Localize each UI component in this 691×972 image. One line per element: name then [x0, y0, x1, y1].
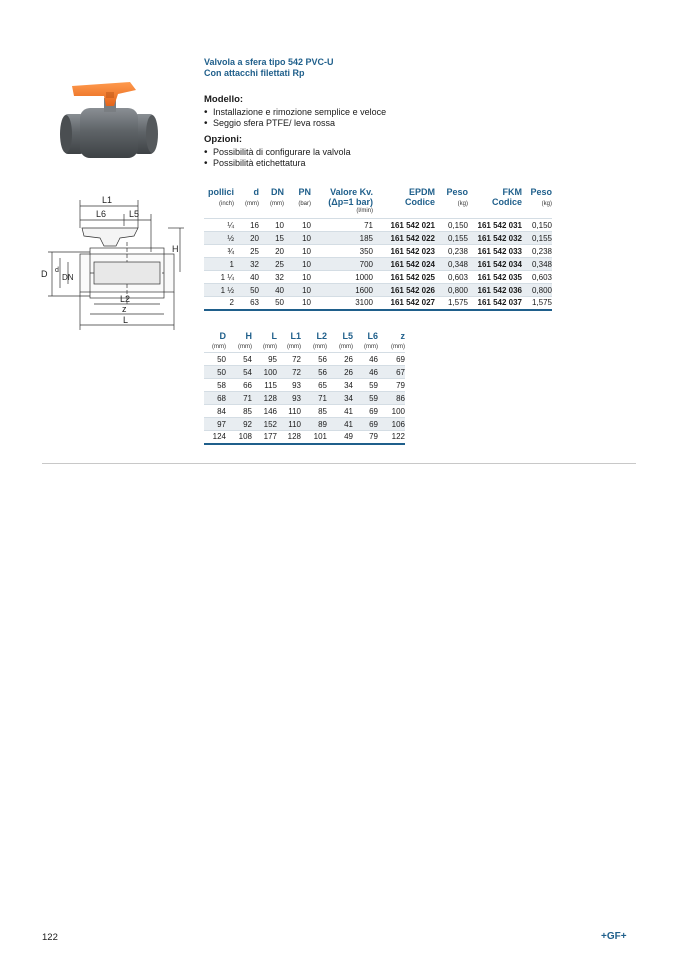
cell: 0,155 — [522, 232, 552, 245]
dim-label: D — [41, 269, 48, 279]
unit-label: (mm) — [339, 343, 353, 350]
cell: 161 542 027 — [373, 297, 435, 310]
cell: 0,150 — [435, 219, 468, 232]
cell: 10 — [284, 232, 311, 245]
cell: 26 — [327, 366, 353, 379]
table-row — [204, 405, 405, 418]
dim-label: L — [123, 315, 129, 325]
cell: 1,575 — [522, 297, 552, 310]
unit-label: (mm) — [287, 343, 301, 350]
cell: 161 542 033 — [468, 245, 522, 258]
unit-label: (mm) — [364, 343, 378, 350]
cell: 89 — [301, 418, 327, 431]
unit-label: (mm) — [263, 343, 277, 350]
cell: 50 — [204, 353, 226, 366]
table-row — [204, 392, 405, 405]
cell: 86 — [378, 392, 405, 405]
cell: 10 — [284, 219, 311, 232]
cell: 16 — [234, 219, 259, 232]
cell: 1 ¼ — [204, 271, 234, 284]
cell: 20 — [259, 245, 284, 258]
cell: 161 542 025 — [373, 271, 435, 284]
unit-label: (l/min) — [356, 208, 373, 214]
col-header: (Δp=1 bar) — [328, 197, 373, 207]
unit-label: (mm) — [245, 201, 259, 207]
cell: 79 — [353, 431, 378, 444]
col-header: Codice — [491, 197, 522, 207]
cell: 110 — [277, 405, 301, 418]
cell: 161 542 032 — [468, 232, 522, 245]
dim-label: L1 — [102, 195, 113, 205]
dim-label: DN — [62, 273, 74, 282]
cell: 95 — [252, 353, 277, 366]
cell: 124 — [204, 431, 226, 444]
cell: 50 — [204, 366, 226, 379]
cell: 46 — [353, 366, 378, 379]
cell: 54 — [226, 353, 252, 366]
cell: 65 — [301, 379, 327, 392]
cell: 10 — [284, 245, 311, 258]
cell: 54 — [226, 366, 252, 379]
cell: 161 542 037 — [468, 297, 522, 310]
cell: 110 — [277, 418, 301, 431]
dim-label: H — [172, 244, 179, 254]
gf-logo: +GF+ — [601, 931, 627, 942]
col-header: L1 — [290, 331, 301, 341]
cell: 106 — [378, 418, 405, 431]
specs-table — [204, 184, 552, 311]
cell: 1 — [204, 258, 234, 271]
col-header: L6 — [367, 331, 378, 341]
cell: 161 542 021 — [373, 219, 435, 232]
col-header: L5 — [342, 331, 353, 341]
cell: ¾ — [204, 245, 234, 258]
cell: 72 — [277, 366, 301, 379]
cell: 40 — [259, 284, 284, 297]
cell: 10 — [284, 258, 311, 271]
cell: 72 — [277, 353, 301, 366]
cell: 1,575 — [435, 297, 468, 310]
cell: 56 — [301, 353, 327, 366]
cell: 3100 — [311, 297, 373, 310]
col-header: H — [245, 331, 252, 341]
list-item: • Possibilità di configurare la valvola — [204, 147, 351, 158]
col-header: L2 — [316, 331, 327, 341]
cell: 59 — [353, 392, 378, 405]
cell: 58 — [204, 379, 226, 392]
cell: 85 — [226, 405, 252, 418]
cell: 0,800 — [522, 284, 552, 297]
col-header: Peso — [446, 187, 468, 197]
unit-label: (mm) — [313, 343, 327, 350]
cell: 161 542 035 — [468, 271, 522, 284]
cell: 32 — [234, 258, 259, 271]
cell: 69 — [353, 405, 378, 418]
cell: 177 — [252, 431, 277, 444]
cell: 185 — [311, 232, 373, 245]
cell: 700 — [311, 258, 373, 271]
cell: 108 — [226, 431, 252, 444]
col-header: Valore Kv. — [330, 187, 373, 197]
cell: 0,603 — [522, 271, 552, 284]
list-item: • Possibilità etichettatura — [204, 158, 351, 169]
page-number: 122 — [42, 932, 58, 943]
cell: 1600 — [311, 284, 373, 297]
cell: 41 — [327, 418, 353, 431]
cell: 25 — [259, 258, 284, 271]
cell: 34 — [327, 379, 353, 392]
cell: 71 — [301, 392, 327, 405]
cell: 161 542 023 — [373, 245, 435, 258]
unit-label: (mm) — [270, 201, 284, 207]
cell: 32 — [259, 271, 284, 284]
cell: 26 — [327, 353, 353, 366]
cell: 93 — [277, 379, 301, 392]
cell: 146 — [252, 405, 277, 418]
cell: 122 — [378, 431, 405, 444]
opzioni-heading: Opzioni: — [204, 134, 242, 145]
cell: ½ — [204, 232, 234, 245]
product-photo — [52, 72, 162, 164]
cell: 101 — [301, 431, 327, 444]
table-row — [204, 271, 552, 284]
cell: 1 ½ — [204, 284, 234, 297]
section-divider — [42, 463, 636, 464]
cell: 350 — [311, 245, 373, 258]
col-header: pollici — [207, 187, 234, 197]
cell: 152 — [252, 418, 277, 431]
cell: 20 — [234, 232, 259, 245]
table-row — [204, 284, 552, 297]
cell: 40 — [234, 271, 259, 284]
table-row — [204, 297, 552, 310]
cell: 69 — [353, 418, 378, 431]
cell: 10 — [284, 284, 311, 297]
cell: 68 — [204, 392, 226, 405]
list-item: • Installazione e rimozione semplice e veloce — [204, 107, 386, 118]
cell: 84 — [204, 405, 226, 418]
unit-label: (mm) — [238, 343, 252, 350]
col-header: DN — [271, 187, 284, 197]
modello-list — [204, 107, 386, 129]
dim-label: z — [122, 304, 127, 314]
dim-label: L6 — [96, 209, 107, 219]
cell: 50 — [234, 284, 259, 297]
table-row — [204, 258, 552, 271]
cell: 15 — [259, 232, 284, 245]
cell: 0,603 — [435, 271, 468, 284]
cell: 56 — [301, 366, 327, 379]
cell: 63 — [234, 297, 259, 310]
product-subtitle: Con attacchi filettati Rp — [204, 68, 305, 78]
product-title: Valvola a sfera tipo 542 PVC-U — [204, 57, 334, 67]
col-header: d — [253, 187, 259, 197]
cell: 97 — [204, 418, 226, 431]
cell: 0,150 — [522, 219, 552, 232]
cell: 67 — [378, 366, 405, 379]
table-row — [204, 379, 405, 392]
cell: 128 — [252, 392, 277, 405]
cell: 59 — [353, 379, 378, 392]
list-item: • Seggio sfera PTFE/ leva rossa — [204, 118, 386, 129]
col-header: EPDM — [408, 187, 435, 197]
cell: 34 — [327, 392, 353, 405]
cell: 161 542 034 — [468, 258, 522, 271]
technical-drawing — [38, 192, 188, 337]
cell: 69 — [378, 353, 405, 366]
cell: 10 — [284, 271, 311, 284]
col-header: Codice — [404, 197, 435, 207]
col-header: PN — [298, 187, 311, 197]
unit-label: (kg) — [541, 201, 552, 207]
dim-label: L2 — [120, 294, 131, 304]
col-header: D — [219, 331, 226, 341]
cell: 41 — [327, 405, 353, 418]
cell: 161 542 036 — [468, 284, 522, 297]
unit-label: (mm) — [212, 343, 226, 350]
cell: 0,348 — [435, 258, 468, 271]
unit-label: (mm) — [391, 343, 405, 350]
col-header: L — [271, 331, 277, 341]
cell: 49 — [327, 431, 353, 444]
cell: 128 — [277, 431, 301, 444]
dimensions-table — [204, 329, 405, 445]
cell: 2 — [204, 297, 234, 310]
table-row — [204, 431, 405, 444]
cell: 100 — [378, 405, 405, 418]
cell: 79 — [378, 379, 405, 392]
cell: 46 — [353, 353, 378, 366]
dim-label: d — [55, 267, 59, 274]
table-row — [204, 232, 552, 245]
cell: 85 — [301, 405, 327, 418]
unit-label: (inch) — [218, 201, 234, 207]
cell: 0,155 — [435, 232, 468, 245]
table-row — [204, 418, 405, 431]
cell: 92 — [226, 418, 252, 431]
cell: 0,238 — [435, 245, 468, 258]
cell: 1000 — [311, 271, 373, 284]
unit-label: (bar) — [298, 201, 311, 207]
cell: 161 542 031 — [468, 219, 522, 232]
col-header: FKM — [502, 187, 522, 197]
table-row — [204, 353, 405, 366]
cell: 71 — [311, 219, 373, 232]
cell: ¼ — [204, 219, 234, 232]
cell: 25 — [234, 245, 259, 258]
col-header: Peso — [530, 187, 552, 197]
cell: 71 — [226, 392, 252, 405]
table-row — [204, 366, 405, 379]
cell: 10 — [284, 297, 311, 310]
cell: 161 542 026 — [373, 284, 435, 297]
table-row — [204, 219, 552, 232]
col-header: z — [400, 331, 405, 341]
cell: 0,238 — [522, 245, 552, 258]
cell: 100 — [252, 366, 277, 379]
cell: 93 — [277, 392, 301, 405]
unit-label: (kg) — [457, 201, 468, 207]
dim-label: L5 — [129, 209, 140, 219]
cell: 115 — [252, 379, 277, 392]
cell: 50 — [259, 297, 284, 310]
table-row — [204, 245, 552, 258]
cell: 0,348 — [522, 258, 552, 271]
cell: 161 542 024 — [373, 258, 435, 271]
cell: 66 — [226, 379, 252, 392]
cell: 161 542 022 — [373, 232, 435, 245]
cell: 10 — [259, 219, 284, 232]
opzioni-list — [204, 147, 351, 169]
cell: 0,800 — [435, 284, 468, 297]
modello-heading: Modello: — [204, 94, 244, 105]
